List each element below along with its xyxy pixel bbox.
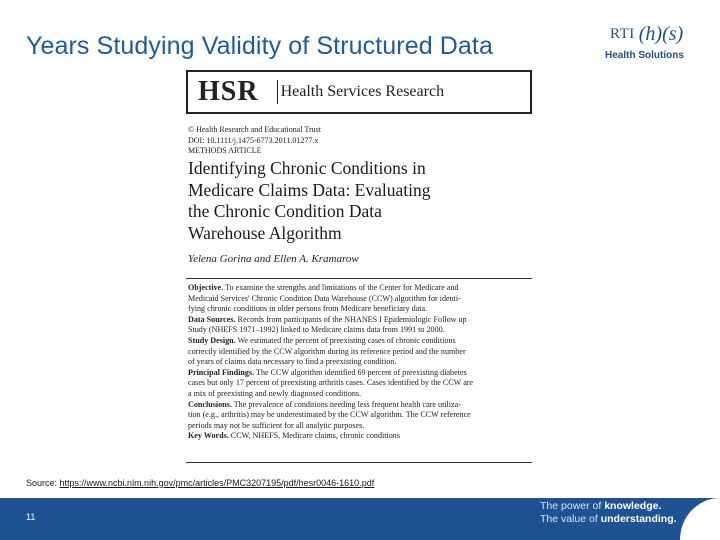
journal-name: Health Services Research — [280, 83, 445, 100]
article-authors: Yelena Gorina and Ellen A. Kramarow — [188, 253, 359, 265]
footer-tagline — [540, 500, 690, 525]
abstract-line — [188, 294, 533, 305]
source-link[interactable]: https://www.ncbi.nlm.nih.gov/pmc/articles/PMC3207195/pdf/hesr0046-1610.pdf — [59, 478, 375, 488]
abstract-line — [188, 368, 533, 379]
abstract-line — [188, 304, 533, 315]
abstract-text: To examine the strengths and limitations of the Center for Medicare and — [223, 283, 459, 292]
abstract-text: The CCW algorithm identified 69 percent of preexisting diabetes — [254, 367, 467, 377]
source-label: Source: — [26, 478, 60, 488]
abstract-line — [188, 336, 533, 347]
abstract-line — [188, 400, 533, 411]
abstract-text: Records from participants of the NHANES I Epidemiologic Follow up — [235, 314, 467, 324]
slide-title: Years Studying Validity of Structured Data — [26, 32, 493, 60]
tagline-line-2 — [540, 513, 690, 526]
abstract-text: CCW, NHEFS, Medicare claims, chronic conditions — [228, 431, 400, 441]
article-title-line: Warehouse Algorithm — [188, 222, 342, 243]
article-image — [186, 70, 535, 465]
abstract-text: tion (e.g., arthritis) may be underestimated by the CCW algorithm. The CCW reference — [188, 410, 471, 420]
abstract-line — [188, 325, 533, 336]
abstract-heading: Study Design. — [188, 335, 236, 345]
abstract-heading: Objective. — [188, 283, 224, 292]
hsr-logo: HSR — [198, 76, 259, 107]
abstract-heading: Data Sources. — [188, 314, 236, 324]
abstract-heading: Principal Findings. — [188, 367, 255, 377]
abstract-line — [188, 378, 533, 389]
meta-copyright: © Health Research and Educational Trust — [188, 125, 321, 134]
article-title — [188, 158, 533, 244]
abstract-text: The prevalence of conditions needing less frequent health care utiliza- — [231, 399, 461, 409]
rti-logo-top — [610, 18, 683, 50]
article-title-line: the Chronic Condition Data — [188, 201, 382, 221]
divider-rule-bottom — [186, 462, 532, 463]
abstract-heading: Conclusions. — [188, 399, 232, 409]
abstract-text: We estimated the percent of preexisting cases of chronic conditions — [235, 335, 456, 345]
abstract-line — [188, 347, 533, 358]
banner-divider — [277, 80, 278, 104]
rti-logo-word: RTI — [610, 25, 635, 42]
abstract-line — [188, 357, 533, 368]
abstract-text: of years of claims data necessary to find a preexisting condition. — [188, 357, 397, 367]
abstract-line — [188, 389, 533, 400]
abstract-line — [188, 410, 533, 421]
abstract-text: a mix of preexisting and newly diagnosed conditions. — [188, 388, 362, 398]
rti-logo — [600, 18, 700, 66]
article-title-line: Medicare Claims Data: Evaluating — [188, 179, 431, 200]
footer-bar — [0, 498, 720, 540]
source-citation — [26, 478, 374, 488]
journal-banner — [186, 70, 532, 114]
tagline-line-1 — [540, 500, 690, 513]
tagline-prefix: The value of — [540, 512, 601, 525]
abstract-text: Study (NHEFS 1971–1992) linked to Medicare claims data from 1991 to 2000. — [188, 325, 445, 335]
rti-logo-subtitle: Health Solutions — [605, 50, 684, 61]
tagline-prefix: The power of — [540, 500, 605, 512]
article-meta — [188, 125, 321, 157]
abstract-text: cases but only 17 percent of preexisting arthritis cases. Cases identified by the CCW are — [188, 378, 474, 388]
meta-doi: DOI: 10.1111/j.1475-6773.2011.01277.x — [188, 135, 319, 145]
tagline-bold: understanding. — [600, 512, 677, 525]
article-title-line: Identifying Chronic Conditions in — [188, 158, 426, 178]
abstract-line — [188, 283, 533, 294]
rti-logo-mark: (h)(s) — [638, 22, 684, 45]
abstract-text: periods may not be sufficient for all analytic purposes. — [188, 420, 365, 430]
divider-rule — [186, 278, 532, 279]
abstract-line — [188, 421, 533, 432]
meta-type: METHODS ARTICLE — [188, 146, 262, 155]
abstract-heading: Key Words. — [188, 431, 229, 441]
page-number: 11 — [26, 512, 36, 522]
tagline-bold: knowledge. — [604, 500, 662, 512]
abstract-text: fying chronic conditions in older persons from Medicare beneficiary data. — [188, 304, 428, 314]
abstract-text: Medicaid Services' Chronic Condition Data Warehouse (CCW) algorithm for identi- — [188, 293, 461, 303]
abstract-line — [188, 315, 533, 326]
abstract-text: correctly identified by the CCW algorithm during its reference period and the number — [188, 346, 466, 356]
article-abstract — [188, 283, 533, 442]
abstract-line — [188, 431, 533, 442]
